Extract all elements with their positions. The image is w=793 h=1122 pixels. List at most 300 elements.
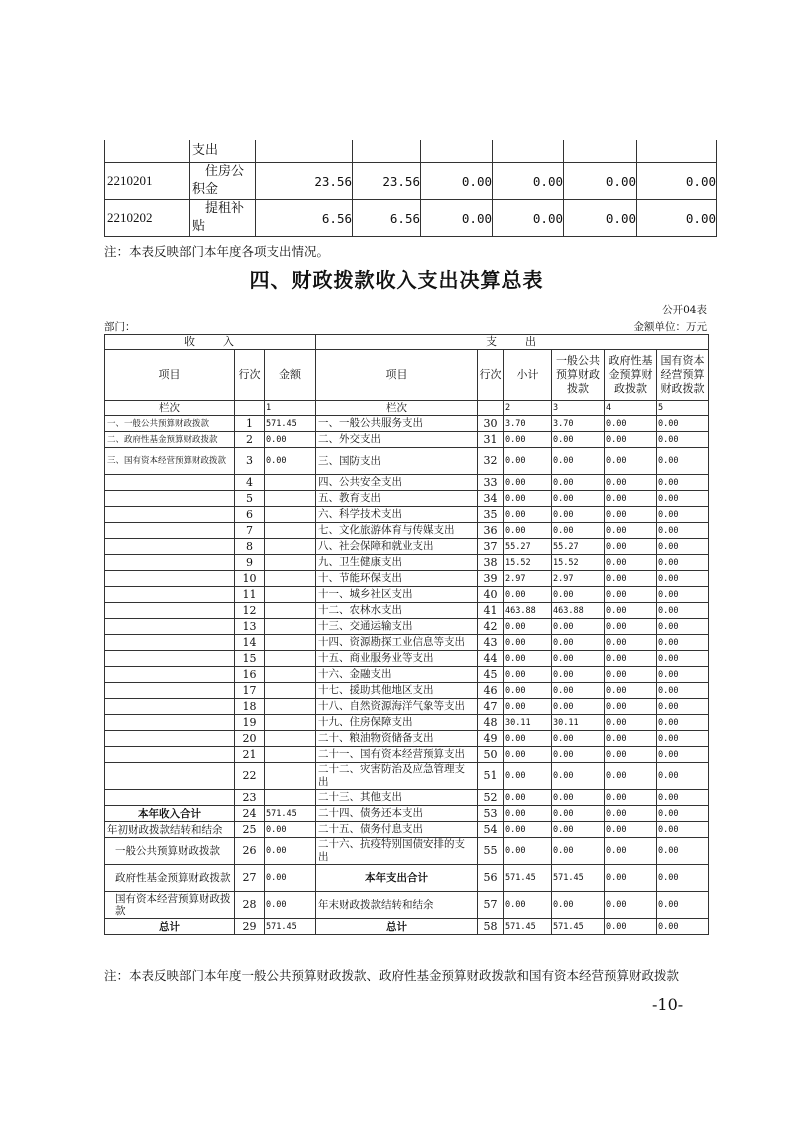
expense-state-capital: 0.00 (657, 475, 709, 491)
table-row (105, 603, 709, 619)
item-name-text: 住房公积金 (192, 164, 245, 197)
expense-state-capital: 0.00 (657, 747, 709, 763)
expense-general-budget: 0.00 (552, 523, 605, 539)
expense-line-number: 52 (478, 790, 504, 806)
income-item: 政府性基金预算财政拨款 (105, 865, 235, 892)
income-amount: 0.00 (265, 432, 316, 448)
column-number-row (105, 401, 709, 416)
expense-general-budget: 0.00 (552, 587, 605, 603)
table-note: 注：本表反映部门本年度各项支出情况。 (104, 244, 330, 259)
col-income-item: 项目 (105, 350, 235, 401)
income-item: 国有资本经营预算财政拨款 (105, 892, 235, 919)
expense-item: 三、国防支出 (316, 448, 478, 475)
table-row (105, 822, 709, 838)
expense-item: 年末财政拨款结转和结余 (316, 892, 478, 919)
value-cell: 0.00 (421, 163, 493, 200)
expense-item: 二、外交支出 (316, 432, 478, 448)
expense-gov-fund: 0.00 (605, 651, 657, 667)
expense-line-number: 50 (478, 747, 504, 763)
expense-line-number: 54 (478, 822, 504, 838)
table-row (105, 635, 709, 651)
value-cell: 0.00 (421, 200, 493, 237)
expense-gov-fund: 0.00 (605, 806, 657, 822)
expense-gov-fund: 0.00 (605, 919, 657, 935)
income-amount (265, 699, 316, 715)
expense-state-capital: 0.00 (657, 699, 709, 715)
income-amount: 0.00 (265, 448, 316, 475)
table-row (105, 806, 709, 822)
expense-subtotal: 2.97 (504, 571, 552, 587)
income-amount: 0.00 (265, 865, 316, 892)
expense-general-budget: 2.97 (552, 571, 605, 587)
income-amount: 0.00 (265, 838, 316, 865)
expense-state-capital: 0.00 (657, 790, 709, 806)
expense-state-capital: 0.00 (657, 683, 709, 699)
expense-state-capital: 0.00 (657, 523, 709, 539)
table-row (105, 200, 717, 237)
col-number: 2 (504, 401, 552, 416)
table-row (105, 715, 709, 731)
table-row (105, 747, 709, 763)
expense-item: 十一、城乡社区支出 (316, 587, 478, 603)
value-cell: 6.56 (353, 200, 421, 237)
expense-state-capital: 0.00 (657, 491, 709, 507)
expense-general-budget: 0.00 (552, 635, 605, 651)
expense-item: 五、教育支出 (316, 491, 478, 507)
expense-gov-fund: 0.00 (605, 539, 657, 555)
income-amount (265, 651, 316, 667)
expense-state-capital: 0.00 (657, 539, 709, 555)
expense-line-number: 30 (478, 416, 504, 432)
col-expense-line: 行次 (478, 350, 504, 401)
expense-item: 二十四、债务还本支出 (316, 806, 478, 822)
table-row (105, 571, 709, 587)
income-amount (265, 587, 316, 603)
expense-subtotal: 0.00 (504, 838, 552, 865)
expense-state-capital: 0.00 (657, 432, 709, 448)
income-line-number: 10 (235, 571, 265, 587)
value-cell: 0.00 (564, 200, 637, 237)
income-amount (265, 747, 316, 763)
table-row (105, 865, 709, 892)
item-name (190, 163, 256, 200)
income-amount: 0.00 (265, 892, 316, 919)
expense-gov-fund: 0.00 (605, 507, 657, 523)
income-line-number: 2 (235, 432, 265, 448)
table-row (105, 507, 709, 523)
col-expense-item: 项目 (316, 350, 478, 401)
expense-line-number: 40 (478, 587, 504, 603)
value-cell: 0.00 (637, 200, 717, 237)
expense-line-number: 39 (478, 571, 504, 587)
table-row (105, 416, 709, 432)
expense-state-capital: 0.00 (657, 635, 709, 651)
expense-general-budget: 571.45 (552, 865, 605, 892)
col-subtotal: 小计 (504, 350, 552, 401)
expense-state-capital: 0.00 (657, 892, 709, 919)
table-row (105, 432, 709, 448)
expense-state-capital: 0.00 (657, 865, 709, 892)
income-amount: 571.45 (265, 806, 316, 822)
expense-item: 一、一般公共服务支出 (316, 416, 478, 432)
income-amount: 571.45 (265, 919, 316, 935)
expense-item: 十八、自然资源海洋气象等支出 (316, 699, 478, 715)
income-line-number: 27 (235, 865, 265, 892)
expense-item: 十六、金融支出 (316, 667, 478, 683)
expense-item: 八、社会保障和就业支出 (316, 539, 478, 555)
income-amount (265, 635, 316, 651)
expense-state-capital: 0.00 (657, 651, 709, 667)
table-row (105, 651, 709, 667)
expense-line-number: 44 (478, 651, 504, 667)
item-name: 支出 (190, 140, 256, 163)
income-line-number: 7 (235, 523, 265, 539)
expense-gov-fund: 0.00 (605, 715, 657, 731)
income-item (105, 507, 235, 523)
table-row (105, 731, 709, 747)
income-line-number: 29 (235, 919, 265, 935)
income-amount: 571.45 (265, 416, 316, 432)
income-amount (265, 539, 316, 555)
expense-general-budget: 0.00 (552, 747, 605, 763)
col-number: 5 (657, 401, 709, 416)
expense-subtotal: 0.00 (504, 683, 552, 699)
income-item (105, 651, 235, 667)
expense-line-number: 57 (478, 892, 504, 919)
fiscal-appropriation-summary-table (104, 334, 709, 935)
col-number: 3 (552, 401, 605, 416)
expense-general-budget: 3.70 (552, 416, 605, 432)
col-state-capital: 国有资本经营预算财政拨款 (657, 350, 709, 401)
table-body (105, 416, 709, 935)
expense-gov-fund: 0.00 (605, 523, 657, 539)
section-header-row (105, 335, 709, 350)
expense-state-capital: 0.00 (657, 667, 709, 683)
expense-general-budget: 0.00 (552, 507, 605, 523)
income-line-number: 8 (235, 539, 265, 555)
expense-general-budget: 463.88 (552, 603, 605, 619)
income-line-number: 16 (235, 667, 265, 683)
expense-line-number: 33 (478, 475, 504, 491)
expense-item: 二十二、灾害防治及应急管理支出 (316, 763, 478, 790)
expense-state-capital: 0.00 (657, 619, 709, 635)
income-amount (265, 475, 316, 491)
income-line-number: 11 (235, 587, 265, 603)
expense-general-budget: 0.00 (552, 683, 605, 699)
expense-subtotal: 0.00 (504, 448, 552, 475)
income-amount (265, 603, 316, 619)
expense-state-capital: 0.00 (657, 838, 709, 865)
expense-item: 二十、粮油物资储备支出 (316, 731, 478, 747)
expense-item: 七、文化旅游体育与传媒支出 (316, 523, 478, 539)
income-item (105, 747, 235, 763)
expense-line-number: 42 (478, 619, 504, 635)
income-amount (265, 523, 316, 539)
income-item (105, 523, 235, 539)
expense-gov-fund: 0.00 (605, 892, 657, 919)
expense-general-budget: 0.00 (552, 667, 605, 683)
value-cell: 0.00 (493, 200, 564, 237)
expense-item: 二十一、国有资本经营预算支出 (316, 747, 478, 763)
expense-line-number: 38 (478, 555, 504, 571)
expense-line-number: 51 (478, 763, 504, 790)
expense-state-capital: 0.00 (657, 806, 709, 822)
expense-subtotal: 571.45 (504, 919, 552, 935)
expense-subtotal: 0.00 (504, 587, 552, 603)
expense-gov-fund: 0.00 (605, 448, 657, 475)
expense-subtotal: 0.00 (504, 491, 552, 507)
table-row (105, 892, 709, 919)
income-line-number: 13 (235, 619, 265, 635)
income-item: 本年收入合计 (105, 806, 235, 822)
expense-subtotal: 0.00 (504, 635, 552, 651)
table-row (105, 919, 709, 935)
expense-header: 支 出 (316, 335, 709, 350)
expense-subtotal: 0.00 (504, 747, 552, 763)
income-item (105, 667, 235, 683)
income-line-number: 28 (235, 892, 265, 919)
income-item (105, 619, 235, 635)
expense-gov-fund: 0.00 (605, 619, 657, 635)
income-line-number: 1 (235, 416, 265, 432)
expense-general-budget: 0.00 (552, 699, 605, 715)
value-cell: 23.56 (256, 163, 353, 200)
income-amount (265, 667, 316, 683)
table-row (105, 140, 717, 163)
expense-subtotal: 0.00 (504, 507, 552, 523)
income-amount (265, 619, 316, 635)
expense-detail-table-continued (104, 140, 717, 237)
income-line-number: 24 (235, 806, 265, 822)
expense-gov-fund: 0.00 (605, 865, 657, 892)
income-line-number: 19 (235, 715, 265, 731)
income-item (105, 763, 235, 790)
table-note: 注：本表反映部门本年度一般公共预算财政拨款、政府性基金预算财政拨款和国有资本经营预算财政拨款 (104, 968, 680, 983)
expense-line-number: 53 (478, 806, 504, 822)
col-number-label: 栏次 (316, 401, 478, 416)
expense-line-number: 55 (478, 838, 504, 865)
income-item (105, 475, 235, 491)
expense-item: 十、节能环保支出 (316, 571, 478, 587)
expense-state-capital: 0.00 (657, 555, 709, 571)
expense-subtotal: 0.00 (504, 790, 552, 806)
expense-state-capital: 0.00 (657, 919, 709, 935)
expense-gov-fund: 0.00 (605, 667, 657, 683)
value-cell: 0.00 (493, 163, 564, 200)
expense-gov-fund: 0.00 (605, 603, 657, 619)
expense-subtotal: 571.45 (504, 865, 552, 892)
income-item (105, 635, 235, 651)
income-amount (265, 731, 316, 747)
income-amount (265, 571, 316, 587)
income-item (105, 731, 235, 747)
expense-gov-fund: 0.00 (605, 699, 657, 715)
income-item (105, 539, 235, 555)
expense-line-number: 37 (478, 539, 504, 555)
income-item (105, 555, 235, 571)
income-item (105, 603, 235, 619)
expense-line-number: 43 (478, 635, 504, 651)
expense-item: 本年支出合计 (316, 865, 478, 892)
expense-item: 二十五、债务付息支出 (316, 822, 478, 838)
expense-line-number: 58 (478, 919, 504, 935)
income-amount (265, 683, 316, 699)
expense-state-capital: 0.00 (657, 763, 709, 790)
income-amount (265, 507, 316, 523)
table-number: 公开04表 (662, 304, 707, 316)
col-income-amount: 金额 (265, 350, 316, 401)
expense-state-capital: 0.00 (657, 822, 709, 838)
expense-line-number: 41 (478, 603, 504, 619)
income-line-number: 3 (235, 448, 265, 475)
item-name-text: 提租补贴 (192, 201, 245, 234)
income-amount (265, 555, 316, 571)
income-header: 收 入 (105, 335, 316, 350)
page-number: -10- (652, 995, 684, 1014)
expense-line-number: 45 (478, 667, 504, 683)
income-line-number: 15 (235, 651, 265, 667)
expense-item: 十五、商业服务业等支出 (316, 651, 478, 667)
income-line-number: 21 (235, 747, 265, 763)
expense-item: 十九、住房保障支出 (316, 715, 478, 731)
expense-gov-fund: 0.00 (605, 475, 657, 491)
expense-general-budget: 0.00 (552, 432, 605, 448)
expense-subtotal: 0.00 (504, 523, 552, 539)
item-name (190, 200, 256, 237)
expense-line-number: 35 (478, 507, 504, 523)
income-item (105, 790, 235, 806)
expense-subtotal: 463.88 (504, 603, 552, 619)
expense-item: 四、公共安全支出 (316, 475, 478, 491)
income-item: 三、国有资本经营预算财政拨款 (105, 448, 235, 475)
expense-item: 六、科学技术支出 (316, 507, 478, 523)
expense-item: 十四、资源勘探工业信息等支出 (316, 635, 478, 651)
income-line-number: 4 (235, 475, 265, 491)
expense-item: 二十三、其他支出 (316, 790, 478, 806)
table-row (105, 763, 709, 790)
expense-item: 十七、援助其他地区支出 (316, 683, 478, 699)
expense-state-capital: 0.00 (657, 731, 709, 747)
expense-gov-fund: 0.00 (605, 432, 657, 448)
expense-gov-fund: 0.00 (605, 416, 657, 432)
expense-state-capital: 0.00 (657, 416, 709, 432)
expense-subtotal: 15.52 (504, 555, 552, 571)
income-line-number: 22 (235, 763, 265, 790)
col-number: 1 (265, 401, 316, 416)
table-row (105, 667, 709, 683)
expense-general-budget: 55.27 (552, 539, 605, 555)
col-general-budget: 一般公共预算财政拨款 (552, 350, 605, 401)
col-number-label: 栏次 (105, 401, 235, 416)
table-row (105, 539, 709, 555)
col-number: 4 (605, 401, 657, 416)
income-line-number: 20 (235, 731, 265, 747)
table-row (105, 838, 709, 865)
expense-general-budget: 0.00 (552, 651, 605, 667)
expense-line-number: 36 (478, 523, 504, 539)
expense-subtotal: 0.00 (504, 667, 552, 683)
income-amount (265, 763, 316, 790)
expense-line-number: 47 (478, 699, 504, 715)
expense-gov-fund: 0.00 (605, 747, 657, 763)
expense-gov-fund: 0.00 (605, 571, 657, 587)
table-row (105, 491, 709, 507)
income-item: 总计 (105, 919, 235, 935)
expense-subtotal: 0.00 (504, 619, 552, 635)
expense-state-capital: 0.00 (657, 507, 709, 523)
value-cell: 0.00 (637, 163, 717, 200)
expense-state-capital: 0.00 (657, 603, 709, 619)
expense-subtotal: 0.00 (504, 731, 552, 747)
expense-general-budget: 30.11 (552, 715, 605, 731)
income-line-number: 9 (235, 555, 265, 571)
income-item (105, 571, 235, 587)
income-item: 一、一般公共预算财政拨款 (105, 416, 235, 432)
income-item (105, 715, 235, 731)
expense-subtotal: 0.00 (504, 822, 552, 838)
expense-gov-fund: 0.00 (605, 763, 657, 790)
income-item (105, 587, 235, 603)
table-row (105, 163, 717, 200)
column-header-row (105, 350, 709, 401)
expense-general-budget: 0.00 (552, 806, 605, 822)
expense-general-budget: 0.00 (552, 790, 605, 806)
expense-gov-fund: 0.00 (605, 822, 657, 838)
table-row (105, 790, 709, 806)
expense-general-budget: 0.00 (552, 763, 605, 790)
expense-state-capital: 0.00 (657, 587, 709, 603)
expense-state-capital: 0.00 (657, 571, 709, 587)
expense-general-budget: 0.00 (552, 892, 605, 919)
expense-subtotal: 55.27 (504, 539, 552, 555)
income-line-number: 23 (235, 790, 265, 806)
table-row (105, 683, 709, 699)
table-row (105, 448, 709, 475)
expense-general-budget: 0.00 (552, 838, 605, 865)
income-amount (265, 491, 316, 507)
expense-item: 十三、交通运输支出 (316, 619, 478, 635)
expense-subtotal: 0.00 (504, 651, 552, 667)
value-cell: 6.56 (256, 200, 353, 237)
expense-general-budget: 0.00 (552, 491, 605, 507)
value-cell: 23.56 (353, 163, 421, 200)
income-item: 年初财政拨款结转和结余 (105, 822, 235, 838)
expense-state-capital: 0.00 (657, 448, 709, 475)
expense-subtotal: 0.00 (504, 763, 552, 790)
expense-line-number: 46 (478, 683, 504, 699)
expense-subtotal: 3.70 (504, 416, 552, 432)
expense-gov-fund: 0.00 (605, 731, 657, 747)
expense-general-budget: 0.00 (552, 448, 605, 475)
expense-general-budget: 0.00 (552, 731, 605, 747)
table-row (105, 699, 709, 715)
expense-gov-fund: 0.00 (605, 491, 657, 507)
table-row (105, 587, 709, 603)
income-line-number: 17 (235, 683, 265, 699)
department-label: 部门： (104, 321, 136, 333)
expense-gov-fund: 0.00 (605, 683, 657, 699)
expense-subtotal: 0.00 (504, 699, 552, 715)
income-item: 二、政府性基金预算财政拨款 (105, 432, 235, 448)
expense-subtotal: 0.00 (504, 475, 552, 491)
expense-subtotal: 0.00 (504, 432, 552, 448)
income-item: 一般公共预算财政拨款 (105, 838, 235, 865)
expense-general-budget: 0.00 (552, 475, 605, 491)
expense-general-budget: 15.52 (552, 555, 605, 571)
value-cell: 0.00 (564, 163, 637, 200)
income-amount: 0.00 (265, 822, 316, 838)
income-line-number: 5 (235, 491, 265, 507)
